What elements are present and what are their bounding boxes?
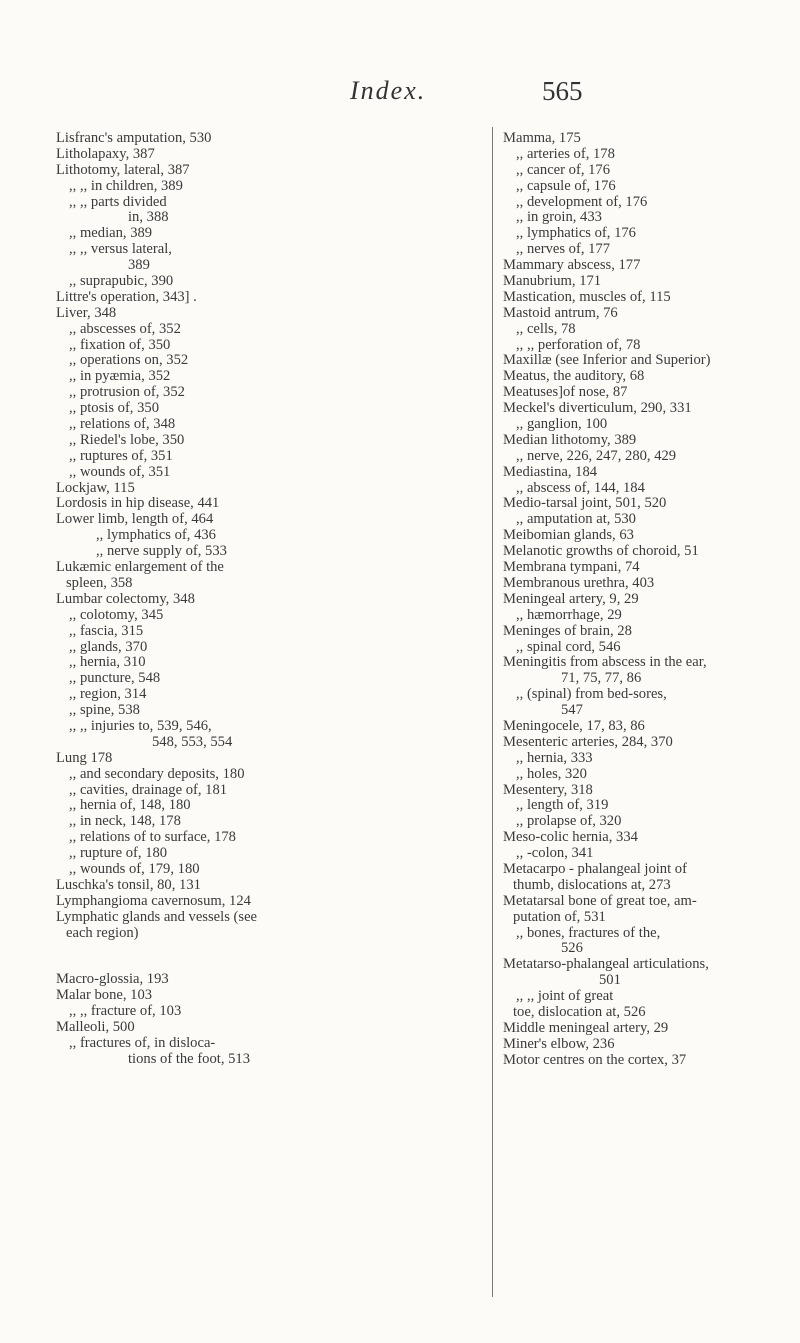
index-entry: Lisfranc's amputation, 530 xyxy=(56,130,212,146)
index-entry: Mediastina, 184 xyxy=(503,463,598,480)
index-entry: Litholapaxy, 387 xyxy=(56,145,155,162)
index-entry: Meningocele, 17, 83, 86 xyxy=(503,717,645,734)
index-subentry: ,, ,, joint of great xyxy=(516,988,614,1005)
index-subentry: ,, rupture of, 180 xyxy=(69,845,168,862)
section-gap xyxy=(56,941,486,972)
index-subentry: 548, 553, 554 xyxy=(152,733,233,750)
index-entry: Melanotic growths of choroid, 51 xyxy=(503,543,699,560)
index-subentry: thumb, dislocations at, 273 xyxy=(513,876,671,893)
index-subentry: ,, relations of to surface, 178 xyxy=(69,829,236,846)
index-subentry: ,, lymphatics of, 176 xyxy=(516,225,636,242)
index-subentry: ,, holes, 320 xyxy=(516,765,587,782)
index-entry: Lymphangioma cavernosum, 124 xyxy=(56,892,251,909)
index-entry: Mammary abscess, 177 xyxy=(503,257,641,274)
column-divider xyxy=(492,127,493,1297)
index-subentry: ,, hernia, 333 xyxy=(516,749,593,766)
index-subentry: ,, spinal cord, 546 xyxy=(516,638,621,655)
index-entry: Meatuses]of nose, 87 xyxy=(503,384,628,401)
index-entry: Lumbar colectomy, 348 xyxy=(56,590,195,607)
index-subentry: ,, development of, 176 xyxy=(516,193,648,210)
index-subentry: ,, cells, 78 xyxy=(516,320,576,337)
index-subentry: ,, fixation of, 350 xyxy=(69,336,171,353)
index-entry: Macro-glossia, 193 xyxy=(56,971,169,988)
index-subentry: ,, ,, injuries to, 539, 546, xyxy=(69,717,212,734)
index-entry: Membrana tympani, 74 xyxy=(503,559,640,576)
index-subentry: ,, in neck, 148, 178 xyxy=(69,813,181,830)
index-subentry: ,, hernia of, 148, 180 xyxy=(69,797,191,814)
page-header xyxy=(0,76,800,112)
index-subentry: ,, ,, fracture of, 103 xyxy=(69,1003,182,1020)
index-subentry: ,, hernia, 310 xyxy=(69,654,146,671)
index-subentry: ,, region, 314 xyxy=(69,686,147,703)
index-subentry: ,, relations of, 348 xyxy=(69,416,176,433)
index-subentry: ,, (spinal) from bed-sores, xyxy=(516,686,667,703)
index-entry: Lukæmic enlargement of the xyxy=(56,559,224,576)
index-subentry: ,, capsule of, 176 xyxy=(516,177,616,194)
index-subentry: ,, operations on, 352 xyxy=(69,352,189,369)
index-entry: Middle meningeal artery, 29 xyxy=(503,1019,669,1036)
index-column-right xyxy=(503,131,800,1069)
index-subentry: ,, ,, perforation of, 78 xyxy=(516,336,641,353)
index-subentry: ,, bones, fractures of the, xyxy=(516,924,661,941)
index-entry: Malleoli, 500 xyxy=(56,1019,135,1036)
index-subentry: ,, lymphatics of, 436 xyxy=(96,527,216,544)
index-entry: Lockjaw, 115 xyxy=(56,479,135,496)
index-entry: Manubrium, 171 xyxy=(503,273,602,290)
index-entry: Meso-colic hernia, 334 xyxy=(503,829,638,846)
index-subentry: ,, arteries of, 178 xyxy=(516,145,615,162)
index-subentry: 526 xyxy=(561,940,583,957)
page-number: 565 xyxy=(542,76,583,106)
index-subentry: ,, abscesses of, 352 xyxy=(69,320,181,337)
index-subentry: ,, ,, versus lateral, xyxy=(69,241,172,258)
index-entry: Meninges of brain, 28 xyxy=(503,622,632,639)
index-entry: Mesentery, 318 xyxy=(503,781,593,798)
index-entry: Mastoid antrum, 76 xyxy=(503,304,618,321)
index-entry: Lithotomy, lateral, 387 xyxy=(56,161,190,178)
index-subentry: ,, nerves of, 177 xyxy=(516,241,611,258)
index-subentry: in, 388 xyxy=(128,209,169,226)
index-entry: Luschka's tonsil, 80, 131 xyxy=(56,876,201,893)
index-subentry: ,, glands, 370 xyxy=(69,638,148,655)
index-entry: Metatarsal bone of great toe, am- xyxy=(503,892,697,909)
index-subentry: ,, suprapubic, 390 xyxy=(69,273,174,290)
index-subentry: ,, nerve supply of, 533 xyxy=(96,543,227,560)
index-entry: Maxillæ (see Inferior and Superior) xyxy=(503,352,711,369)
index-entry: Mamma, 175 xyxy=(503,130,581,146)
index-entry: Lordosis in hip disease, 441 xyxy=(56,495,220,512)
index-subentry: ,, ruptures of, 351 xyxy=(69,447,173,464)
index-entry: Lung 178 xyxy=(56,749,113,766)
index-entry: Liver, 348 xyxy=(56,304,117,321)
index-entry: Metacarpo - phalangeal joint of xyxy=(503,860,687,877)
index-entry: Medio-tarsal joint, 501, 520 xyxy=(503,495,667,512)
index-subentry: ,, -colon, 341 xyxy=(516,845,594,862)
index-subentry: ,, protrusion of, 352 xyxy=(69,384,185,401)
index-subentry: ,, hæmorrhage, 29 xyxy=(516,606,622,623)
index-subentry: ,, ganglion, 100 xyxy=(516,416,608,433)
index-subentry: ,, Riedel's lobe, 350 xyxy=(69,431,185,448)
index-entry: Lower limb, length of, 464 xyxy=(56,511,214,528)
index-entry: Metatarso-phalangeal articulations, xyxy=(503,956,709,973)
index-subentry: ,, spine, 538 xyxy=(69,702,140,719)
index-subentry: ,, wounds of, 179, 180 xyxy=(69,860,200,877)
index-entry: Lymphatic glands and vessels (see xyxy=(56,908,258,925)
index-subentry: ,, fractures of, in disloca- xyxy=(69,1034,216,1051)
index-subentry: 547 xyxy=(561,702,583,719)
index-subentry: ,, in pyæmia, 352 xyxy=(69,368,171,385)
index-entry: Malar bone, 103 xyxy=(56,987,153,1004)
index-entry: Miner's elbow, 236 xyxy=(503,1035,615,1052)
index-subentry: putation of, 531 xyxy=(513,908,606,925)
index-entry: Littre's operation, 343] . xyxy=(56,288,197,305)
index-subentry: toe, dislocation at, 526 xyxy=(513,1003,646,1020)
index-subentry: ,, median, 389 xyxy=(69,225,153,242)
index-subentry: ,, nerve, 226, 247, 280, 429 xyxy=(516,447,677,464)
index-entry: Membranous urethra, 403 xyxy=(503,574,655,591)
index-entry: Meningeal artery, 9, 29 xyxy=(503,590,639,607)
index-subentry: ,, prolapse of, 320 xyxy=(516,813,622,830)
index-subentry: ,, ptosis of, 350 xyxy=(69,400,159,417)
index-subentry: spleen, 358 xyxy=(66,574,133,591)
index-subentry: ,, length of, 319 xyxy=(516,797,609,814)
index-subentry: tions of the foot, 513 xyxy=(128,1050,251,1067)
index-entry: Meningitis from abscess in the ear, xyxy=(503,654,707,671)
index-subentry: 501 xyxy=(599,972,621,989)
index-subentry: ,, cavities, drainage of, 181 xyxy=(69,781,228,798)
index-subentry: ,, puncture, 548 xyxy=(69,670,161,687)
index-column-left xyxy=(56,131,486,1068)
index-entry: Mastication, muscles of, 115 xyxy=(503,288,671,305)
index-subentry: ,, and secondary deposits, 180 xyxy=(69,765,245,782)
index-subentry: 71, 75, 77, 86 xyxy=(561,670,642,687)
index-entry: Meckel's diverticulum, 290, 331 xyxy=(503,400,692,417)
index-subentry: ,, abscess of, 144, 184 xyxy=(516,479,645,496)
index-subentry: 389 xyxy=(128,257,150,274)
index-subentry: ,, fascia, 315 xyxy=(69,622,144,639)
running-title: Index. xyxy=(350,76,427,105)
index-subentry: ,, in groin, 433 xyxy=(516,209,602,226)
index-entry: Meibomian glands, 63 xyxy=(503,527,634,544)
index-subentry: ,, ,, in children, 389 xyxy=(69,177,183,194)
index-subentry: ,, wounds of, 351 xyxy=(69,463,171,480)
index-entry: Motor centres on the cortex, 37 xyxy=(503,1051,687,1068)
index-entry: Mesenteric arteries, 284, 370 xyxy=(503,733,673,750)
index-subentry: ,, colotomy, 345 xyxy=(69,606,164,623)
index-subentry: ,, cancer of, 176 xyxy=(516,161,611,178)
index-subentry: each region) xyxy=(66,924,139,941)
index-entry: Meatus, the auditory, 68 xyxy=(503,368,645,385)
index-entry: Median lithotomy, 389 xyxy=(503,431,637,448)
index-subentry: ,, ,, parts divided xyxy=(69,193,167,210)
index-subentry: ,, amputation at, 530 xyxy=(516,511,636,528)
